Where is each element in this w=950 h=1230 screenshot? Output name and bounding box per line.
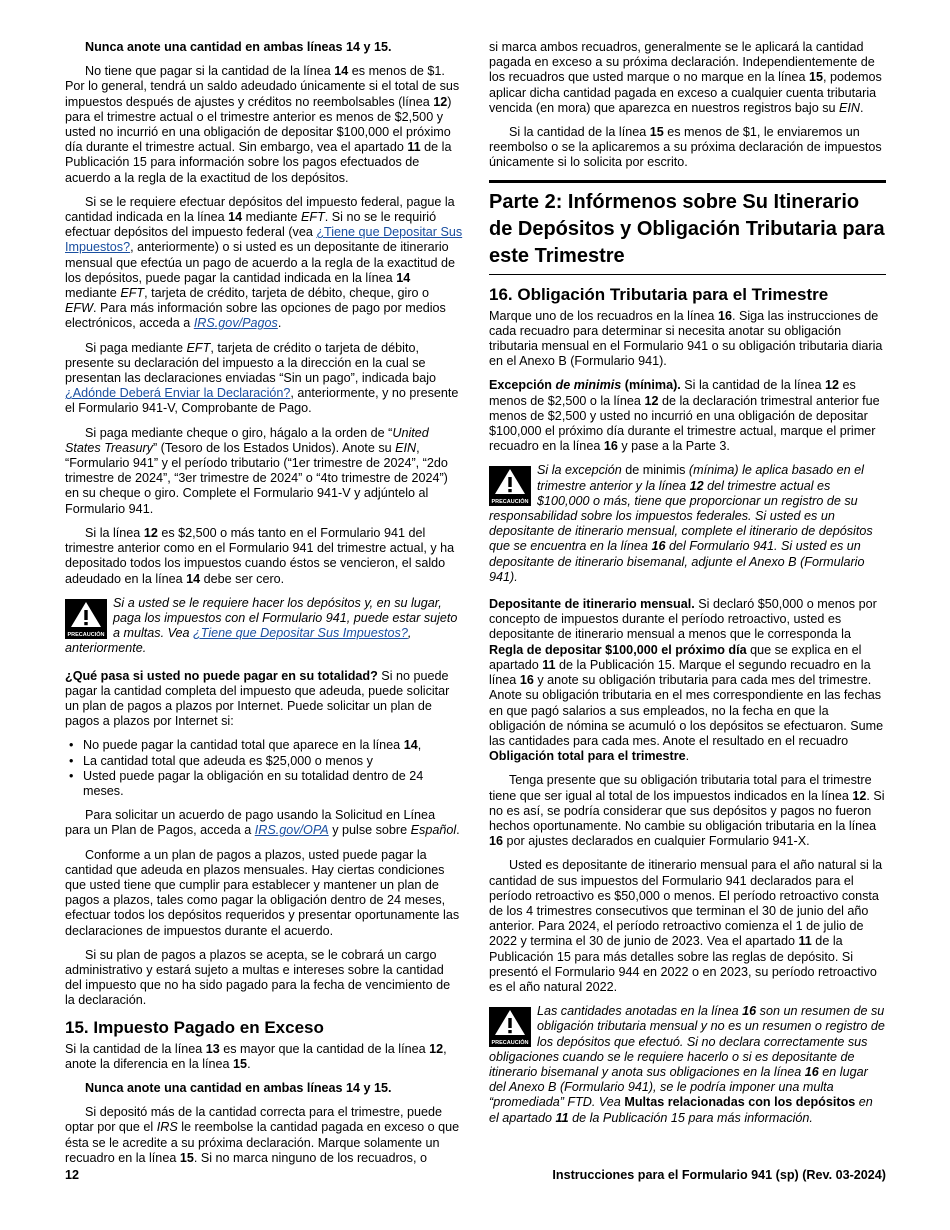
never-enter-note-2: Nunca anote una cantidad en ambas líneas 14 y 15. (85, 1080, 392, 1095)
part2-heading-box (489, 180, 886, 275)
part2-title: Parte 2: Infórmenos sobre Su Itinerario de Depósitos y Obligación Tributaria para este Trimestre (489, 190, 885, 267)
right-column (489, 40, 886, 1138)
paragraph-overpayment-diff: Si la cantidad de la línea 13 es mayor que la cantidad de la línea 12, anote la diferencia en la línea 15. (65, 1041, 447, 1071)
paragraph-total-liability: Tenga presente que su obligación tributaria total para el trimestre tiene que ser igual al total de los impuestos indicados en la línea 12. Si no es así, se podría considerar que sus depósitos y pagos no fueron hechos oportunamente. No cambie su obligación tributaria en la línea 16 por ajustes declarados en cualquier Formulario 941-X. (489, 773, 885, 849)
caution-icon (489, 466, 531, 506)
caution-icon (489, 1007, 531, 1047)
link-irs-opa[interactable]: IRS.gov/OPA (254, 823, 329, 838)
paragraph-installment-conditions: Conforme a un plan de pagos a plazos, usted puede pagar la cantidad que adeuda en plazos mensuales. Hay ciertas condiciones que usted tiene que cumplir para establecer y mantener un plan de pagos a plazos, tales como pagar la obligación dentro de 24 meses, efectuar todos los depósitos requeridos y presentar oportunamente las declaraciones de impuestos durante el acuerdo. (65, 847, 460, 938)
installment-conditions-list (65, 738, 463, 799)
link-irs-pagos[interactable]: IRS.gov/Pagos (193, 316, 278, 331)
list-item: • La cantidad total que adeuda es $25,000 o menos y (65, 754, 463, 769)
list-item: • No puede pagar la cantidad total que aparece en la línea 14, (65, 738, 463, 753)
list-item: • Usted puede pagar la obligación en su totalidad dentro de 24 meses. (65, 769, 463, 799)
paragraph-installment-fees: Si su plan de pagos a plazos se acepta, se le cobrará un cargo administrativo y estará sujeto a multas e intereses sobre la cantidad del impuesto que no ha sido pagado para la fecha de vencimiento de la declaración. (65, 947, 451, 1008)
caution-note-de-minimis: PRECAUCIÓN Si la excepción de minimis (mínima) le aplica basado en el trimestre anterior y la línea 12 del trimestre actual es $100,000 o más, tiene que proporcionar un registro de su responsabilidad sobre los impuestos federales. Si usted es un depositante de itinerario mensual, complete el itinerario de depósitos que se encuentra en la línea 16 del Formulario 941. Si usted es un depositante de itinerario bisemanal, adjunte el Anexo B (Formulario 941). (489, 463, 873, 584)
paragraph-overpayment-apply: si marca ambos recuadros, generalmente se le aplicará la cantidad pagada en exceso a su próxima declaración. Independientemente de los recuadros que usted marque o no marque en la línea 15, podemos aplicar dicha cantidad pagada en exceso a cualquier cuenta tributaria vencida (en mora) que aparezca en nuestros registros bajo su EIN. (489, 40, 882, 115)
caution-icon (65, 599, 107, 639)
paragraph-lookback-period: Usted es depositante de itinerario mensual para el año natural si la cantidad de sus impuestos del Formulario 941 declarados para el período retroactivo es $50,000 o menos. El período retroactivo consta de los 4 trimestres consecutivos que terminan el 30 de junio del año anterior. Para 2024, el período retroactivo comienza el 1 de julio de 2022 y termina el 30 de junio de 2023. Vea el apartado 11 de la Publicación 15 para más detalles sobre las reglas de depósito. Si presentó el Formulario 944 en 2022 o en 2023, su período retroactivo es el año natural 2022. (489, 858, 883, 994)
caution-badge-label: PRECAUCIÓN (491, 499, 529, 506)
caution-badge-label: PRECAUCIÓN (67, 631, 105, 638)
heading-tax-liability: 16. Obligación Tributaria para el Trimestre (489, 284, 829, 304)
paragraph-online-payment-plan: Para solicitar un acuerdo de pago usando la Solicitud en Línea para un Plan de Pagos, acceda a IRS.gov/OPA y pulse sobre Español. (65, 808, 460, 838)
page-number: 12 (65, 1168, 80, 1182)
caution-note-penalties: PRECAUCIÓN Si a usted se le requiere hacer los depósitos y, en su lugar, paga los impuestos con el Formulario 941, puede estar sujeto a multas. Vea ¿Tiene que Depositar Sus Impuestos?, anteriormente. (65, 595, 458, 656)
left-column (65, 40, 463, 1175)
heading-overpayment: 15. Impuesto Pagado en Exceso (65, 1017, 324, 1037)
link-where-to-send[interactable]: ¿Adónde Deberá Enviar la Declaración? (65, 386, 291, 401)
footer-document-title: Instrucciones para el Formulario 941 (sp) (Rev. 03-2024) (552, 1168, 886, 1182)
caution-note-summary: PRECAUCIÓN Las cantidades anotadas en la línea 16 son un resumen de su obligación tributaria mensual y no es un resumen o registro de los depósitos que efectuó. Si no declara correctamente sus obligaciones cuando se le requiere hacerlo o si es depositante de itinerario bisemanal y anota sus obligaciones en la línea 16 en lugar del Anexo B (Formulario 941), se le podría imponer una multa “promediada” FTD. Vea Multas relacionadas con los depósitos en el apartado 11 de la Publicación 15 para más información. (489, 1004, 885, 1125)
paragraph-de-minimis: Excepción de minimis (mínima). Si la cantidad de la línea 12 es menos de $2,500 o la línea 12 de la declaración trimestral anterior fue menos de $2,500 y usted no incurrió en una obligación de depositar $100,000 el próximo día durante el trimestre actual, marque el primer recuadro en la línea 16 y pase a la Parte 3. (489, 378, 880, 454)
paragraph-federal-deposits: Si se le requiere efectuar depósitos del impuesto federal, pague la cantidad indicada en la línea 14 mediante EFT. Si no se le requirió efectuar depósitos del impuesto federal (vea ¿Tiene que Depositar Sus Impuestos?, anteriormente) o si usted es un depositante de itinerario mensual que efectúa un pago de acuerdo a la regla de la exactitud de los depósitos, puede pagar la cantidad indicada en la línea 14 mediante EFT, tarjeta de crédito, tarjeta de débito, cheque, giro o EFW. Para más información sobre las opciones de pago por medios electrónicos, acceda a IRS.gov/Pagos. (65, 194, 463, 331)
link-must-deposit-2[interactable]: ¿Tiene que Depositar Sus Impuestos? (193, 626, 408, 641)
paragraph-pay-by-check: Si paga mediante cheque o giro, hágalo a la orden de “United States Treasury” (Tesoro de los Estados Unidos). Anote su EIN, “Formulario 941” y el período tributario (“1er trimestre de 2024”, “2do trimestre de 2024”, “3er trimestre de 2024” o “4to trimestre de 2024”) en su cheque o giro. Complete el Formulario 941-V y adjúntelo al Formulario 941. (65, 425, 448, 516)
paragraph-refund-option: Si depositó más de la cantidad correcta para el trimestre, puede optar por que el IRS le reembolse la cantidad pagada en exceso o que ésta se le acredite a su próxima declaración. Marque solamente un recuadro en la línea 15. Si no marca ninguno de los recuadros, o (65, 1105, 460, 1165)
paragraph-balance-due: No tiene que pagar si la cantidad de la línea 14 es menos de $1. Por lo general, tendrá un saldo adeudado únicamente si el total de sus impuestos después de ajustes y créditos no reembolsables (línea 12) para el trimestre actual o el trimestre anterior es menos de $2,500 y usted no incurrió en una obligación de depositar $100,000 el próximo día durante el trimestre actual. Sin embargo, vea el apartado 11 de la Publicación 15 para información sobre los pagos efectuados de acuerdo a la regla de la exactitud de los depósitos. (65, 64, 460, 185)
paragraph-check-box-16: Marque uno de los recuadros en la línea 16. Siga las instrucciones de cada recuadro para determinar si necesita anotar su obligación tributaria mensual en el Formulario 941 o su obligación tributaria diaria en el Anexo B (Formulario 941). (489, 308, 883, 369)
never-enter-note: Nunca anote una cantidad en ambas líneas 14 y 15. (85, 40, 392, 54)
paragraph-pay-by-eft: Si paga mediante EFT, tarjeta de crédito o tarjeta de débito, presente su declaración del impuesto a la dirección en la cual se presentan las declaraciones enviadas “Sin un pago”, indicada bajo ¿Adónde Deberá Enviar la Declaración?, anteriormente, y no presente el Formulario 941-V, Comprobante de Pago. (65, 340, 459, 416)
caution-badge-label: PRECAUCIÓN (491, 1040, 529, 1047)
paragraph-refund-less-than-1: Si la cantidad de la línea 15 es menos de $1, le enviaremos un reembolso o se la aplicaremos a su próxima declaración de impuestos únicamente si lo solicita por escrito. (489, 125, 882, 170)
paragraph-cannot-pay: ¿Qué pasa si usted no puede pagar en su totalidad? Si no puede pagar la cantidad completa del impuesto que adeuda, puede solicitar un plan de pagos a plazos por Internet. Puede solicitar un plan de pagos a plazos por Internet si: (65, 668, 450, 729)
link-must-deposit[interactable]: ¿Tiene que Depositar Sus Impuestos? (65, 225, 463, 255)
paragraph-line12-zero: Si la línea 12 es $2,500 o más tanto en el Formulario 941 del trimestre anterior como en el Formulario 941 del trimestre actual, y ha depositado todos los impuestos cuando éstos se vencieron, el saldo adeudado en la línea 14 debe ser cero. (65, 525, 455, 586)
paragraph-monthly-depositor: Depositante de itinerario mensual. Si declaró $50,000 o menos por concepto de impuestos durante el período retroactivo, usted es depositante de itinerario mensual a menos que le corresponda la Regla de depositar $100,000 el próximo día que se explica en el apartado 11 de la Publicación 15. Marque el segundo recuadro en la línea 16 y anote su obligación tributaria para cada mes del trimestre. Anote su obligación tributaria en el mes correspondiente en las fechas en que pagó salarios a sus empleados, no la fecha en que la obligación de nómina se acumuló o los depósitos se efectuaron. Sume las cantidades para cada mes. Anote el resultado en el recuadro Obligación total para el trimestre. (489, 597, 884, 764)
